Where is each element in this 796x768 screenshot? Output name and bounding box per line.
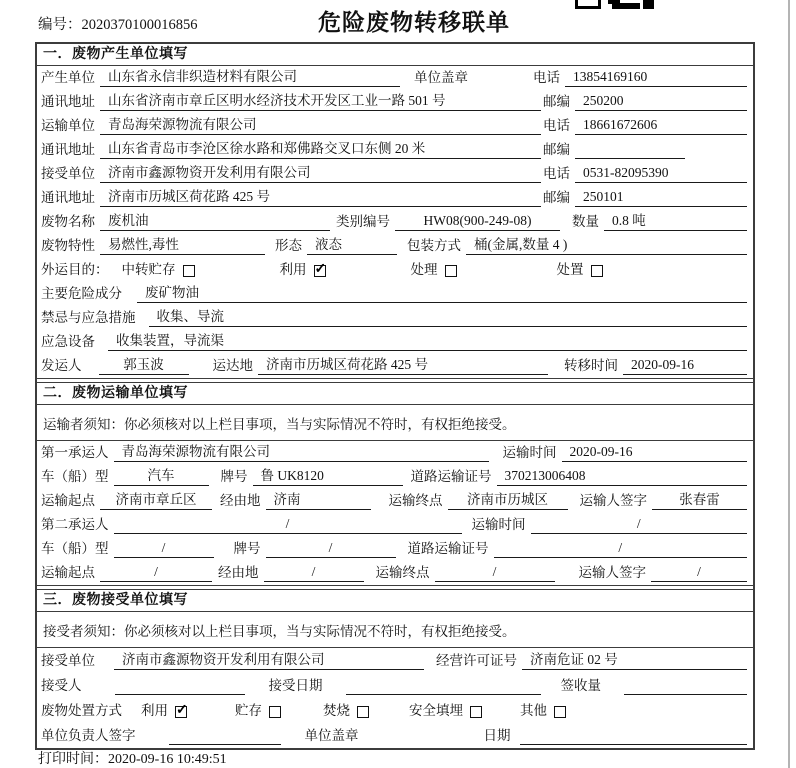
field-label: 通讯地址 [41,94,95,109]
field-label: 运输起点 [41,565,95,580]
field-value [520,726,748,745]
qr-block [575,0,601,9]
field-value: 0531-82095390 [575,164,747,183]
field-label: 产生单位 [41,70,95,85]
field-value: 370213006408 [497,467,748,486]
field-value: 18661672606 [575,116,747,135]
checkbox-unchecked-icon [554,706,566,718]
checkbox-item [557,261,603,279]
checkbox-label: 安全填埋 [409,703,463,718]
page-title: 危险废物转移联单 [318,10,510,35]
field-value: / [435,563,555,582]
checkbox-label: 焚烧 [323,703,350,718]
section-header: 二．废物运输单位填写 [37,383,753,405]
checkbox-checked-icon [314,265,326,277]
form-row [37,489,753,513]
form-row [37,354,753,378]
field-value: 250200 [575,92,747,111]
field-value [575,140,685,159]
section-header: 一．废物产生单位填写 [37,44,753,66]
form-row [37,465,753,489]
field-value: / [100,563,212,582]
checkbox-unchecked-icon [445,265,457,277]
field-label: 接受单位 [41,653,95,668]
form-row [37,186,753,210]
field-label: 运输单位 [41,118,95,133]
form-row [37,306,753,330]
field-label: 牌号 [220,469,248,484]
field-label: 单位盖章 [304,728,359,743]
field-value: 250101 [575,188,747,207]
field-label: 运输人签字 [578,565,646,580]
checkbox-unchecked-icon [470,706,482,718]
field-value: / [651,563,747,582]
checkbox-unchecked-icon [591,265,603,277]
form-row [37,648,753,673]
field-value: 青岛海荣源物流有限公司 [114,443,489,462]
field-label: 数量 [572,214,599,229]
form-row [37,282,753,306]
field-label: 发运人 [41,358,82,373]
checkbox-label: 贮存 [235,703,262,718]
form-row [37,234,753,258]
form-row [37,698,753,723]
checkbox-item [280,261,326,279]
field-value: 济南 [266,491,371,510]
field-label: 类别编号 [336,214,390,229]
field-label: 车（船）型 [41,541,109,556]
field-value: 山东省济南市章丘区明水经济技术开发区工业一路 501 号 [100,92,541,111]
field-label: 禁忌与应急措施 [41,310,136,325]
field-value: 山东省永信非织造材料有限公司 [100,68,400,87]
window-right-edge [788,0,790,768]
section-notice: 接受者须知：你必须核对以上栏目事项，当与实际情况不符时，有权拒绝接受。 [37,612,753,648]
field-label: 电话 [543,118,570,133]
serial-label: 编号： [38,17,82,33]
field-label: 运输终点 [375,565,430,580]
field-label: 经由地 [220,493,261,508]
checkbox-item [323,702,369,720]
field-label: 道路运输证号 [410,469,492,484]
checkbox-unchecked-icon [357,706,369,718]
field-label: 运输终点 [388,493,443,508]
field-label: 转移时间 [564,358,618,373]
field-value: / [264,563,364,582]
field-label: 签收量 [560,678,601,693]
form-row [37,513,753,537]
field-label: 电话 [543,166,570,181]
form-row [37,114,753,138]
field-value: 济南市历城区 [448,491,568,510]
section-s3 [37,589,753,748]
checkbox-item [235,702,281,720]
section-s2 [37,382,753,586]
checkbox-label: 处置 [556,262,584,277]
field-label: 废物特性 [41,238,95,253]
field-value: 济南市鑫源物资开发利用有限公司 [114,651,424,670]
field-label: 接受日期 [268,678,323,693]
field-value: 鲁 UK8120 [253,467,403,486]
field-label: 形态 [275,238,302,253]
field-label: 运达地 [212,358,253,373]
qr-code-fragment-icon [575,0,655,12]
print-time: 打印时间：2020-09-16 10:49:51 [38,752,227,767]
checkbox-label: 其他 [520,703,547,718]
field-label: 通讯地址 [41,190,95,205]
form-row [37,723,753,748]
form-row [37,162,753,186]
field-value [169,726,281,745]
field-value: 液态 [307,236,397,255]
field-value: 济南市历城区荷花路 425 号 [100,188,541,207]
serial-number-line [38,13,198,34]
field-label: 第二承运人 [41,517,109,532]
field-value: 郭玉波 [99,356,189,375]
checkbox-label: 利用 [141,703,168,718]
field-value: 易燃性,毒性 [100,236,265,255]
field-value: 山东省青岛市李沧区徐水路和郑佛路交叉口东侧 20 米 [100,140,541,159]
form-row [37,66,753,90]
field-label: 电话 [533,70,560,85]
field-value: 济南市鑫源物资开发利用有限公司 [100,164,541,183]
field-value: 0.8 吨 [604,212,747,231]
field-label: 包装方式 [407,238,461,253]
field-label: 主要危险成分 [41,286,122,301]
field-value: / [531,515,748,534]
field-value: 收集装置，导流渠 [108,332,747,351]
field-label: 运输起点 [41,493,95,508]
checkbox-label: 利用 [279,262,307,277]
field-value: 青岛海荣源物流有限公司 [100,116,541,135]
checkbox-item [411,261,457,279]
field-label: 第一承运人 [41,445,109,460]
field-value [346,676,541,695]
checkbox-item [122,261,195,279]
manifest-form-table [35,42,755,750]
field-value: 济南市历城区荷花路 425 号 [258,356,548,375]
field-value: / [114,539,214,558]
field-label: 邮编 [543,94,570,109]
field-label: 废物处置方式 [41,703,122,718]
checkbox-item [409,702,482,720]
form-row [37,330,753,354]
field-label: 运输时间 [502,445,557,460]
checkbox-item [520,702,566,720]
field-label: 单位盖章 [414,70,468,85]
field-value: 收集、导流 [149,308,748,327]
field-label: 接受人 [41,678,82,693]
field-label: 运输时间 [471,517,526,532]
field-value: 2020-09-16 [562,443,748,462]
section-s1 [37,44,753,379]
field-value: / [266,539,396,558]
form-row [37,210,753,234]
checkbox-checked-icon [175,706,187,718]
field-value: 济南市章丘区 [100,491,212,510]
qr-block [612,3,640,9]
field-value: 2020-09-16 [623,356,747,375]
serial-number: 2020370100016856 [81,17,198,33]
form-row [37,138,753,162]
checkbox-unchecked-icon [183,265,195,277]
form-row [37,561,753,585]
field-label: 邮编 [543,190,570,205]
field-label: 接受单位 [41,166,95,181]
field-label: 经由地 [218,565,259,580]
field-value: 桶(金属,数量 4 ) [466,236,747,255]
checkbox-label: 处理 [410,262,438,277]
field-label: 应急设备 [41,334,95,349]
field-value: / [494,539,748,558]
field-value: / [114,515,462,534]
field-value: 13854169160 [565,68,747,87]
qr-block [643,0,654,9]
form-row [37,258,753,282]
checkbox-label: 中转贮存 [121,262,176,277]
form-row [37,673,753,698]
field-label: 外运目的： [41,262,109,277]
form-row [37,441,753,465]
field-value: 废矿物油 [137,284,747,303]
field-label: 车（船）型 [41,469,109,484]
field-value: 济南危证 02 号 [522,651,747,670]
field-label: 通讯地址 [41,142,95,157]
section-notice: 运输者须知：你必须核对以上栏目事项，当与实际情况不符时，有权拒绝接受。 [37,405,753,441]
field-label: 经营许可证号 [436,653,517,668]
field-label: 单位负责人签字 [41,728,136,743]
field-label: 运输人签字 [579,493,647,508]
field-value: HW08(900-249-08) [395,212,560,231]
field-value: 汽车 [114,467,209,486]
field-value: 废机油 [100,212,330,231]
form-row [37,537,753,561]
checkbox-unchecked-icon [269,706,281,718]
field-label: 道路运输证号 [407,541,489,556]
field-value [115,676,245,695]
field-value: 张春雷 [652,491,747,510]
field-label: 邮编 [543,142,570,157]
section-header: 三．废物接受单位填写 [37,590,753,612]
field-label: 牌号 [233,541,261,556]
checkbox-item [141,702,187,720]
field-value [624,676,747,695]
field-label: 日期 [483,728,511,743]
form-row [37,90,753,114]
field-label: 废物名称 [41,214,95,229]
